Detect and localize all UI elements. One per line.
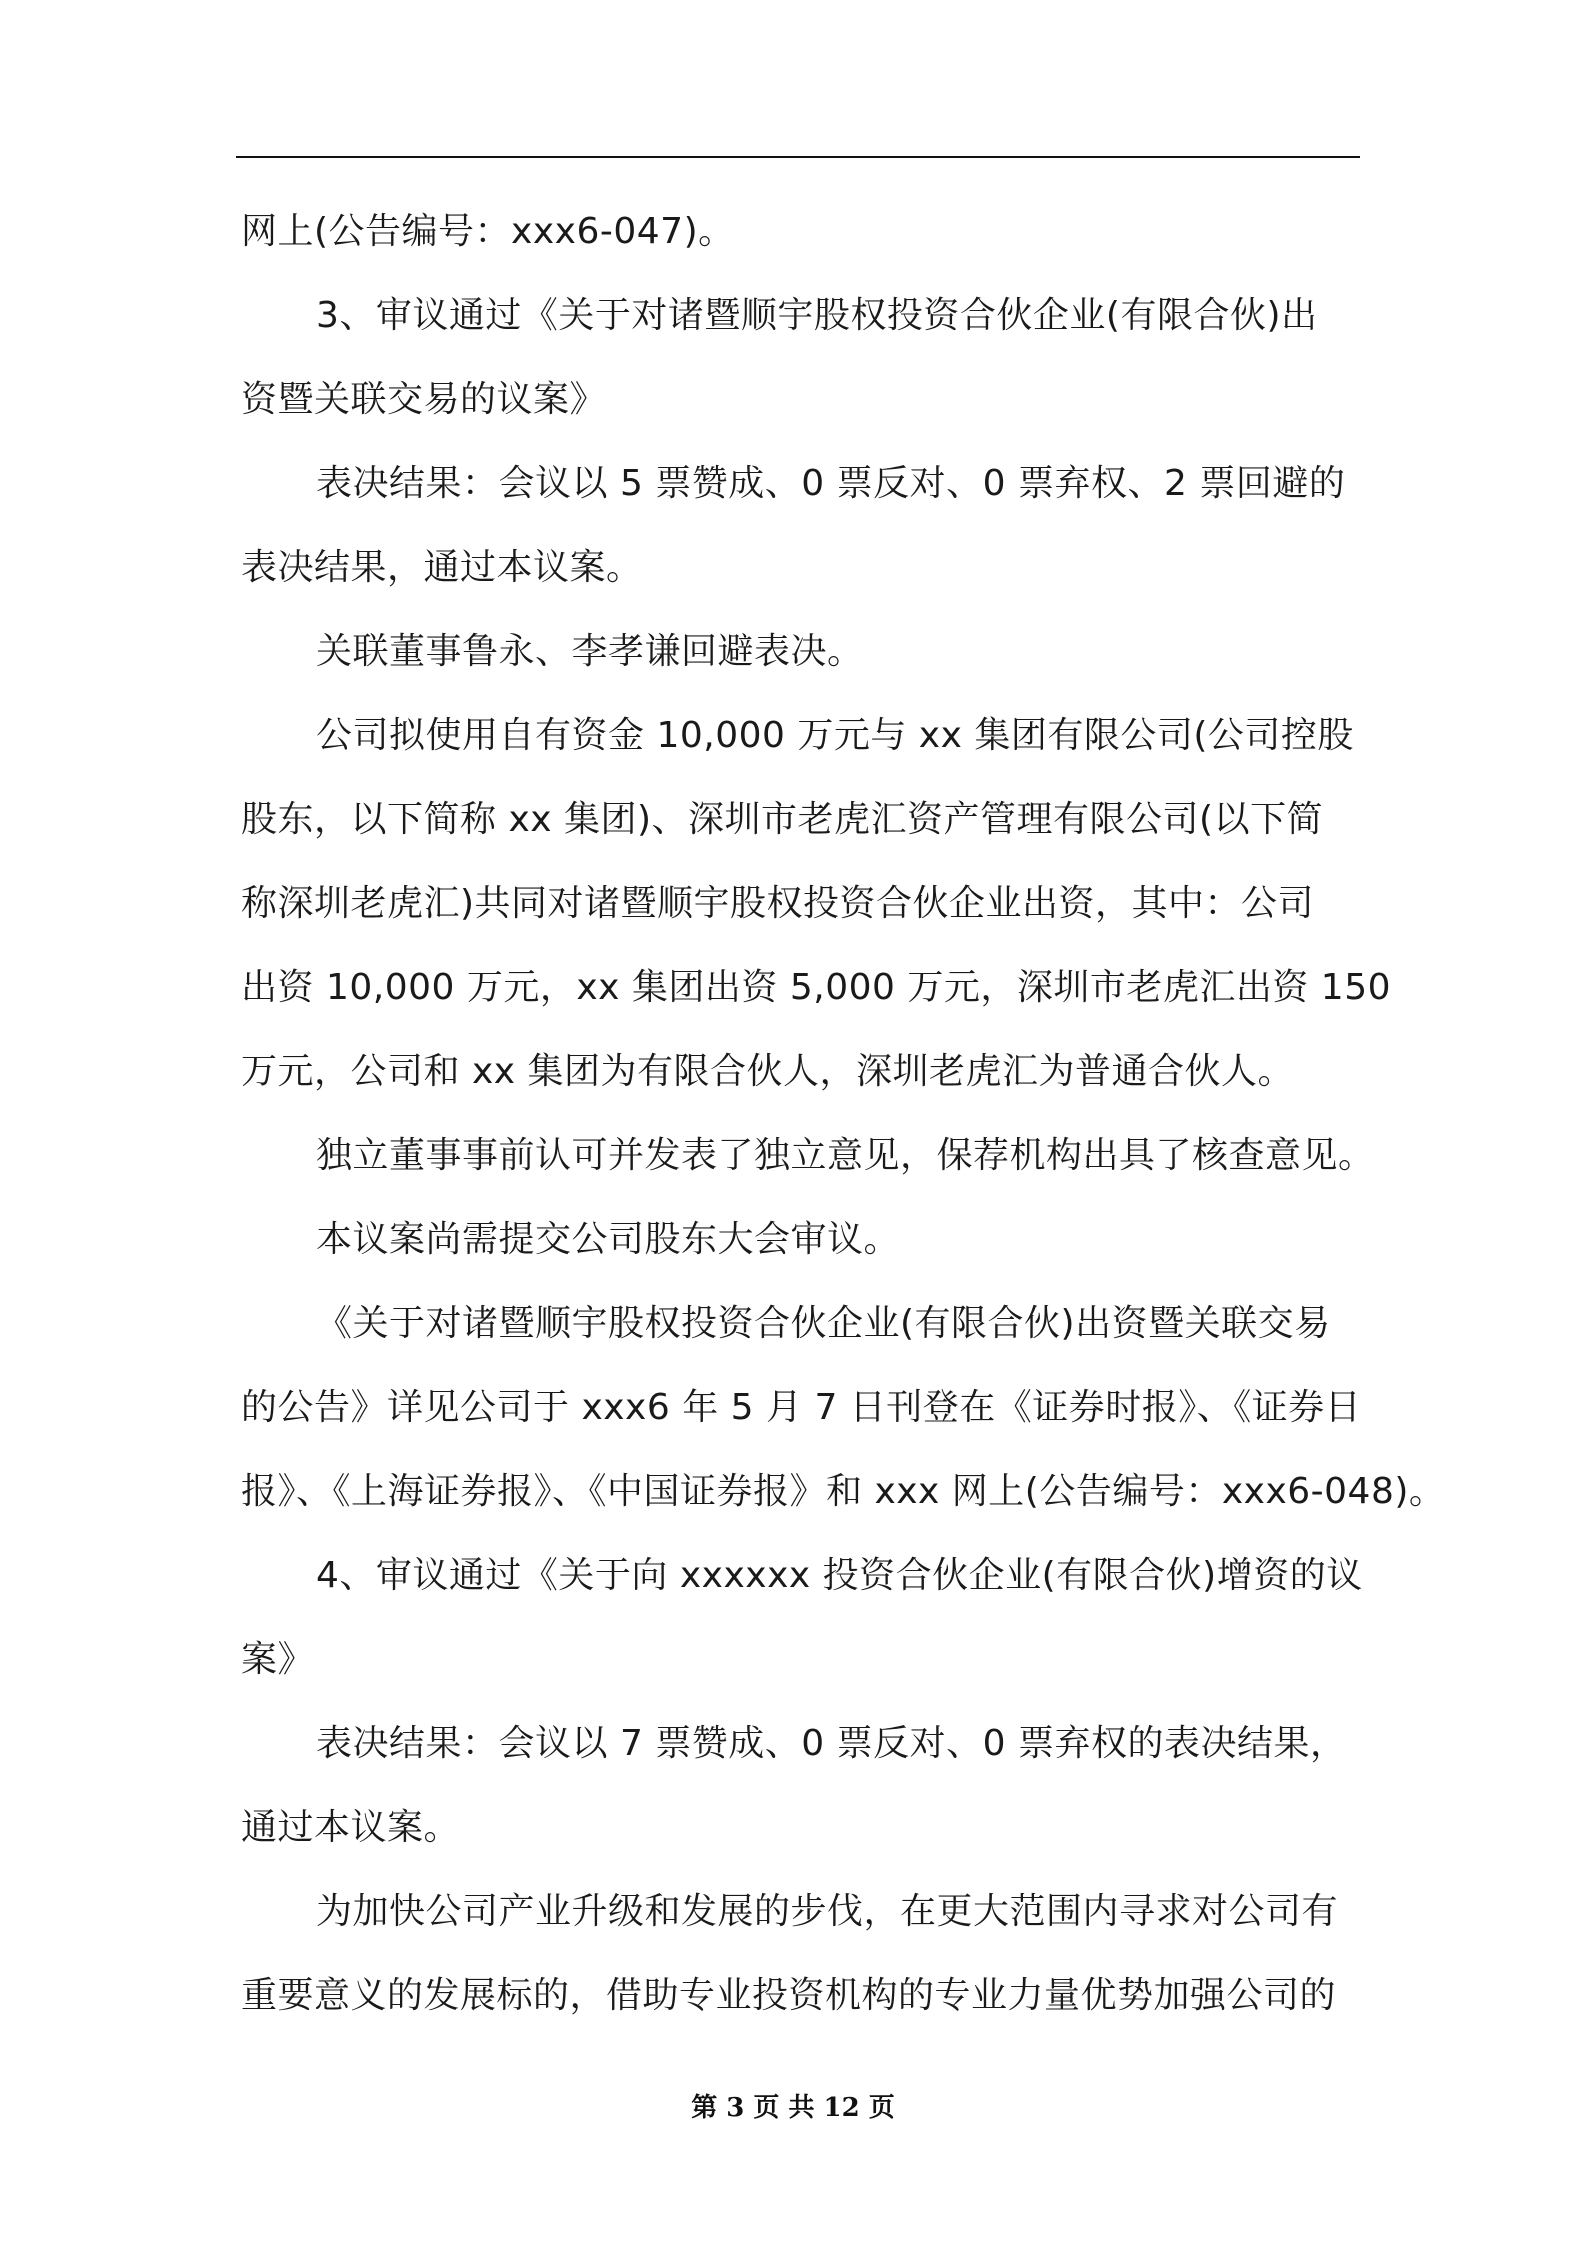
text-line: 关联董事鲁永、李孝谦回避表决。 bbox=[316, 631, 864, 672]
text-line: 报》、《上海证券报》、《中国证券报》和 xxx 网上(公告编号：xxx6-048)。 bbox=[241, 1471, 1446, 1512]
text-line: 称深圳老虎汇)共同对诸暨顺宇股权投资合伙企业出资，其中：公司 bbox=[241, 883, 1315, 924]
text-line: 为加快公司产业升级和发展的步伐，在更大范围内寻求对公司有 bbox=[316, 1891, 1339, 1932]
text-line: 股东，以下简称 xx 集团)、深圳市老虎汇资产管理有限公司(以下简 bbox=[241, 799, 1324, 840]
text-line: 资暨关联交易的议案》 bbox=[241, 379, 607, 420]
text-line: 公司拟使用自有资金 10,000 万元与 xx 集团有限公司(公司控股 bbox=[316, 715, 1354, 756]
text-line: 的公告》详见公司于 xxx6 年 5 月 7 日刊登在《证券时报》、《证券日 bbox=[241, 1387, 1362, 1428]
text-line: 网上(公告编号：xxx6-047)。 bbox=[241, 211, 735, 252]
text-line: 通过本议案。 bbox=[241, 1807, 461, 1848]
text-line: 4、审议通过《关于向 xxxxxx 投资合伙企业(有限合伙)增资的议 bbox=[316, 1555, 1363, 1596]
text-line: 重要意义的发展标的，借助专业投资机构的专业力量优势加强公司的 bbox=[241, 1975, 1337, 2016]
body-text bbox=[241, 190, 1446, 2038]
text-line: 独立董事事前认可并发表了独立意见，保荐机构出具了核查意见。 bbox=[316, 1135, 1375, 1176]
header-divider bbox=[236, 156, 1360, 158]
text-line: 表决结果，通过本议案。 bbox=[241, 547, 643, 588]
page-number-footer: 第 3 页 共 12 页 bbox=[691, 2093, 895, 2123]
text-line: 表决结果：会议以 5 票赞成、0 票反对、0 票弃权、2 票回避的 bbox=[316, 463, 1346, 504]
text-line: 本议案尚需提交公司股东大会审议。 bbox=[316, 1219, 901, 1260]
text-line: 《关于对诸暨顺宇股权投资合伙企业(有限合伙)出资暨关联交易 bbox=[316, 1303, 1331, 1344]
text-line: 出资 10,000 万元，xx 集团出资 5,000 万元，深圳市老虎汇出资 150 bbox=[241, 967, 1392, 1008]
text-line: 表决结果：会议以 7 票赞成、0 票反对、0 票弃权的表决结果， bbox=[316, 1723, 1347, 1764]
text-line: 案》 bbox=[241, 1639, 315, 1680]
text-line: 3、审议通过《关于对诸暨顺宇股权投资合伙企业(有限合伙)出 bbox=[316, 295, 1318, 336]
text-line: 万元，公司和 xx 集团为有限合伙人，深圳老虎汇为普通合伙人。 bbox=[241, 1051, 1294, 1092]
